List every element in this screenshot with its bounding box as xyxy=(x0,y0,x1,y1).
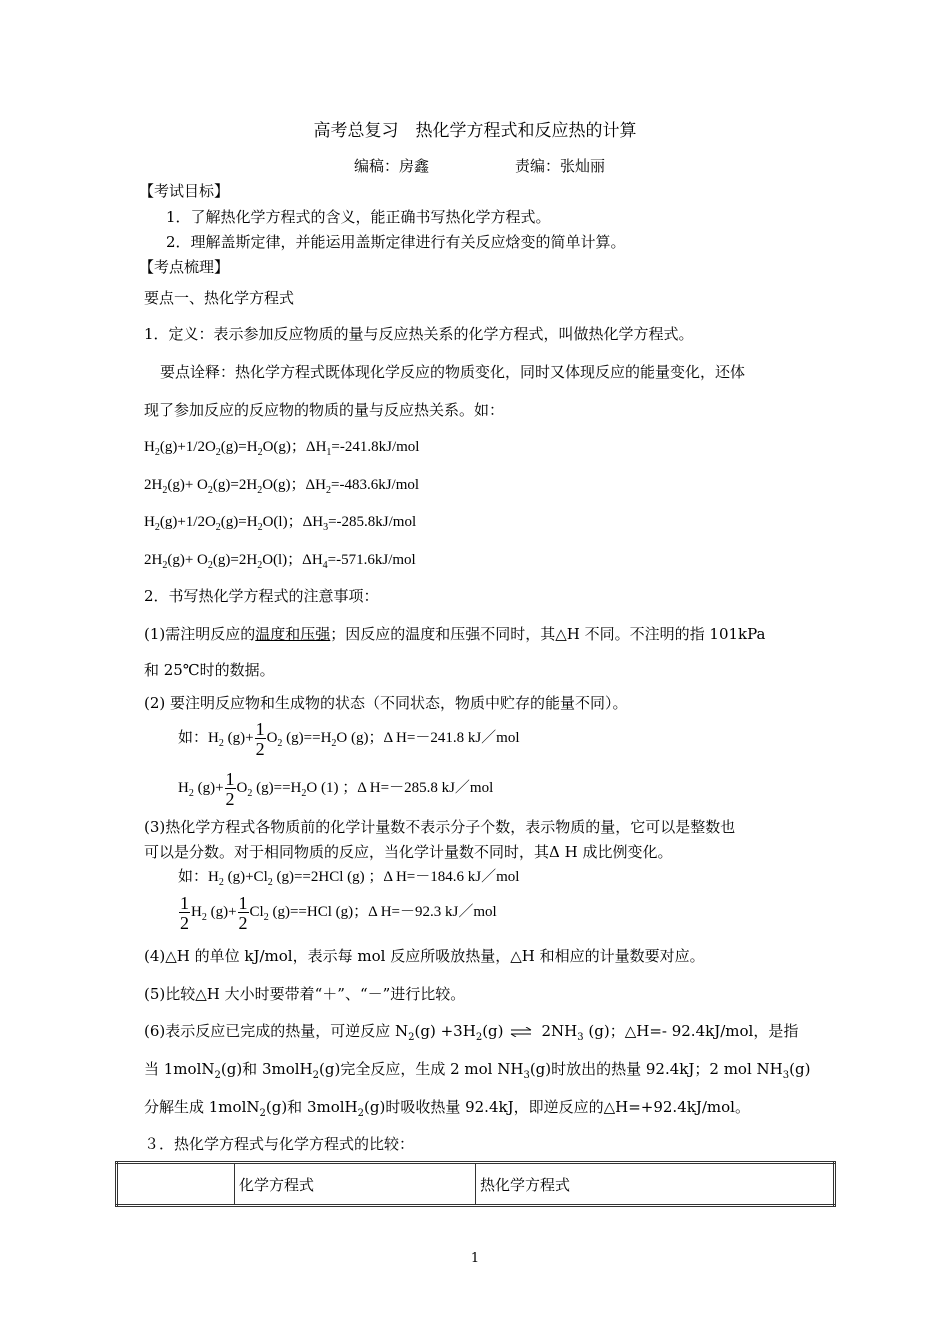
comparison-table xyxy=(115,1161,836,1207)
reviewer-label: 责编：张灿丽 xyxy=(515,157,606,175)
author-label: 编稿：房鑫 xyxy=(354,157,430,175)
table-row xyxy=(117,1163,835,1206)
item-3: ３．热化学方程式与化学方程式的比较： xyxy=(144,1135,415,1153)
rule-6-cont-2: 分解生成 1molN$_2$(g)和 3molH$_2$(g)时吸收热量 92.4kJ，即逆反应的△H=+92.4kJ/mol。 xyxy=(144,1098,750,1119)
fraction-half: $\frac{1}{2}$ xyxy=(180,892,189,933)
goal-1: 1．了解热化学方程式的含义，能正确书写热化学方程式。 xyxy=(166,208,551,226)
example-equation-4: $\frac{1}{2}$ $H_2$ (g)+ $\frac{1}{2}$ $Cl_2$ (g)==HCl (g)；Δ H=－92.3 kJ／mol xyxy=(180,892,497,933)
rule-6-cont-1: 当 1molN$_2$(g)和 3molH$_2$(g)完全反应，生成 2 mol $NH_3(g)$时放出的热量 92.4kJ；2 mol $NH_3(g)$ xyxy=(144,1060,811,1081)
rule-5: (5)比较△H 大小时要带着“＋”、“－”进行比较。 xyxy=(144,985,466,1003)
table-header-cell: 化学方程式 xyxy=(235,1163,476,1206)
points-heading: 【考点梳理】 xyxy=(139,258,230,276)
example-equation-3: 如：$H_2$ $(g)+Cl_2$ (g)==2HCl (g) ；Δ H=－184.6 kJ／mol xyxy=(178,869,520,888)
equation-1: $H_2(g)+1/2O_2(g)=H_2O(g)$；$\Delta H_1=-241.8kJ$/mol xyxy=(144,439,420,458)
rule-3-cont: 可以是分数。对于相同物质的反应，当化学计量数不同时，其Δ H 成比例变化。 xyxy=(144,843,673,861)
goal-2: 2．理解盖斯定律，并能运用盖斯定律进行有关反应焓变的简单计算。 xyxy=(166,233,626,251)
rule-3: (3)热化学方程式各物质前的化学计量数不表示分子个数，表示物质的量，它可以是整数也 xyxy=(144,818,736,836)
note-line-2: 现了参加反应的反应物的物质的量与反应热关系。如： xyxy=(144,401,505,419)
example-equation-1: 如：$H_2$ (g)+ $\frac{1}{2}$ $O_2$ $(g)==H_2O$ (g)；Δ H=－241.8 kJ／mol xyxy=(178,718,520,759)
rule-1: (1)需注明反应的温度和压强；因反应的温度和压强不同时，其△H 不同。不注明的指 101kPa xyxy=(144,625,766,643)
rule-2: (2) 要注明反应物和生成物的状态（不同状态，物质中贮存的能量不同）。 xyxy=(144,694,628,712)
goals-heading: 【考试目标】 xyxy=(139,182,230,200)
note-line-1: 要点诠释：热化学方程式既体现化学反应的物质变化，同时又体现反应的能量变化，还体 xyxy=(160,363,746,381)
fraction-half: $\frac{1}{2}$ xyxy=(255,718,265,759)
key-point-1: 要点一、热化学方程式 xyxy=(144,289,295,307)
table-header-cell xyxy=(117,1163,235,1206)
definition: 1．定义：表示参加反应物质的量与反应热关系的化学方程式，叫做热化学方程式。 xyxy=(144,325,694,343)
item-2: 2．书写热化学方程式的注意事项： xyxy=(144,587,379,605)
page-title: 高考总复习 热化学方程式和反应热的计算 xyxy=(313,121,637,141)
page-number: 1 xyxy=(470,1251,480,1266)
example-equation-2: $H_2$ (g)+ $\frac{1}{2}$ $O_2$ $(g)==H_2O$ (1) ；Δ H=－285.8 kJ／mol xyxy=(178,768,494,809)
rule-1-cont: 和 25℃时的数据。 xyxy=(144,661,275,679)
table-header-cell: 热化学方程式 xyxy=(476,1163,835,1206)
editor-line xyxy=(354,156,605,176)
equation-2: $2H_2(g)+ O_2(g)=2H_2O(g)$；$\Delta H_2=-483.6kJ$/mol xyxy=(144,477,420,496)
fraction-half: $\frac{1}{2}$ xyxy=(238,892,248,933)
rule-4: (4)△H 的单位 kJ/mol，表示每 mol 反应所吸放热量，△H 和相应的计量数要对应。 xyxy=(144,947,705,965)
equation-4: $2H_2(g)+ O_2(g)=2H_2O(l)$；$\Delta H_4=-571.6kJ$/mol xyxy=(144,552,416,571)
rule-6: (6)表示反应已完成的热量，可逆反应 $N_2(g) +3H_2(g)$ $2NH_3$ (g)；△H=- 92.4kJ/mol，是指 xyxy=(144,1022,799,1043)
underlined-term: 温度和压强 xyxy=(255,625,331,643)
fraction-half: $\frac{1}{2}$ xyxy=(225,768,235,809)
equation-3: $H_2(g)+1/2O_2(g)=H_2O(l)$；$\Delta H_3=-285.8kJ$/mol xyxy=(144,514,417,533)
equilibrium-arrow-icon xyxy=(510,1027,532,1037)
